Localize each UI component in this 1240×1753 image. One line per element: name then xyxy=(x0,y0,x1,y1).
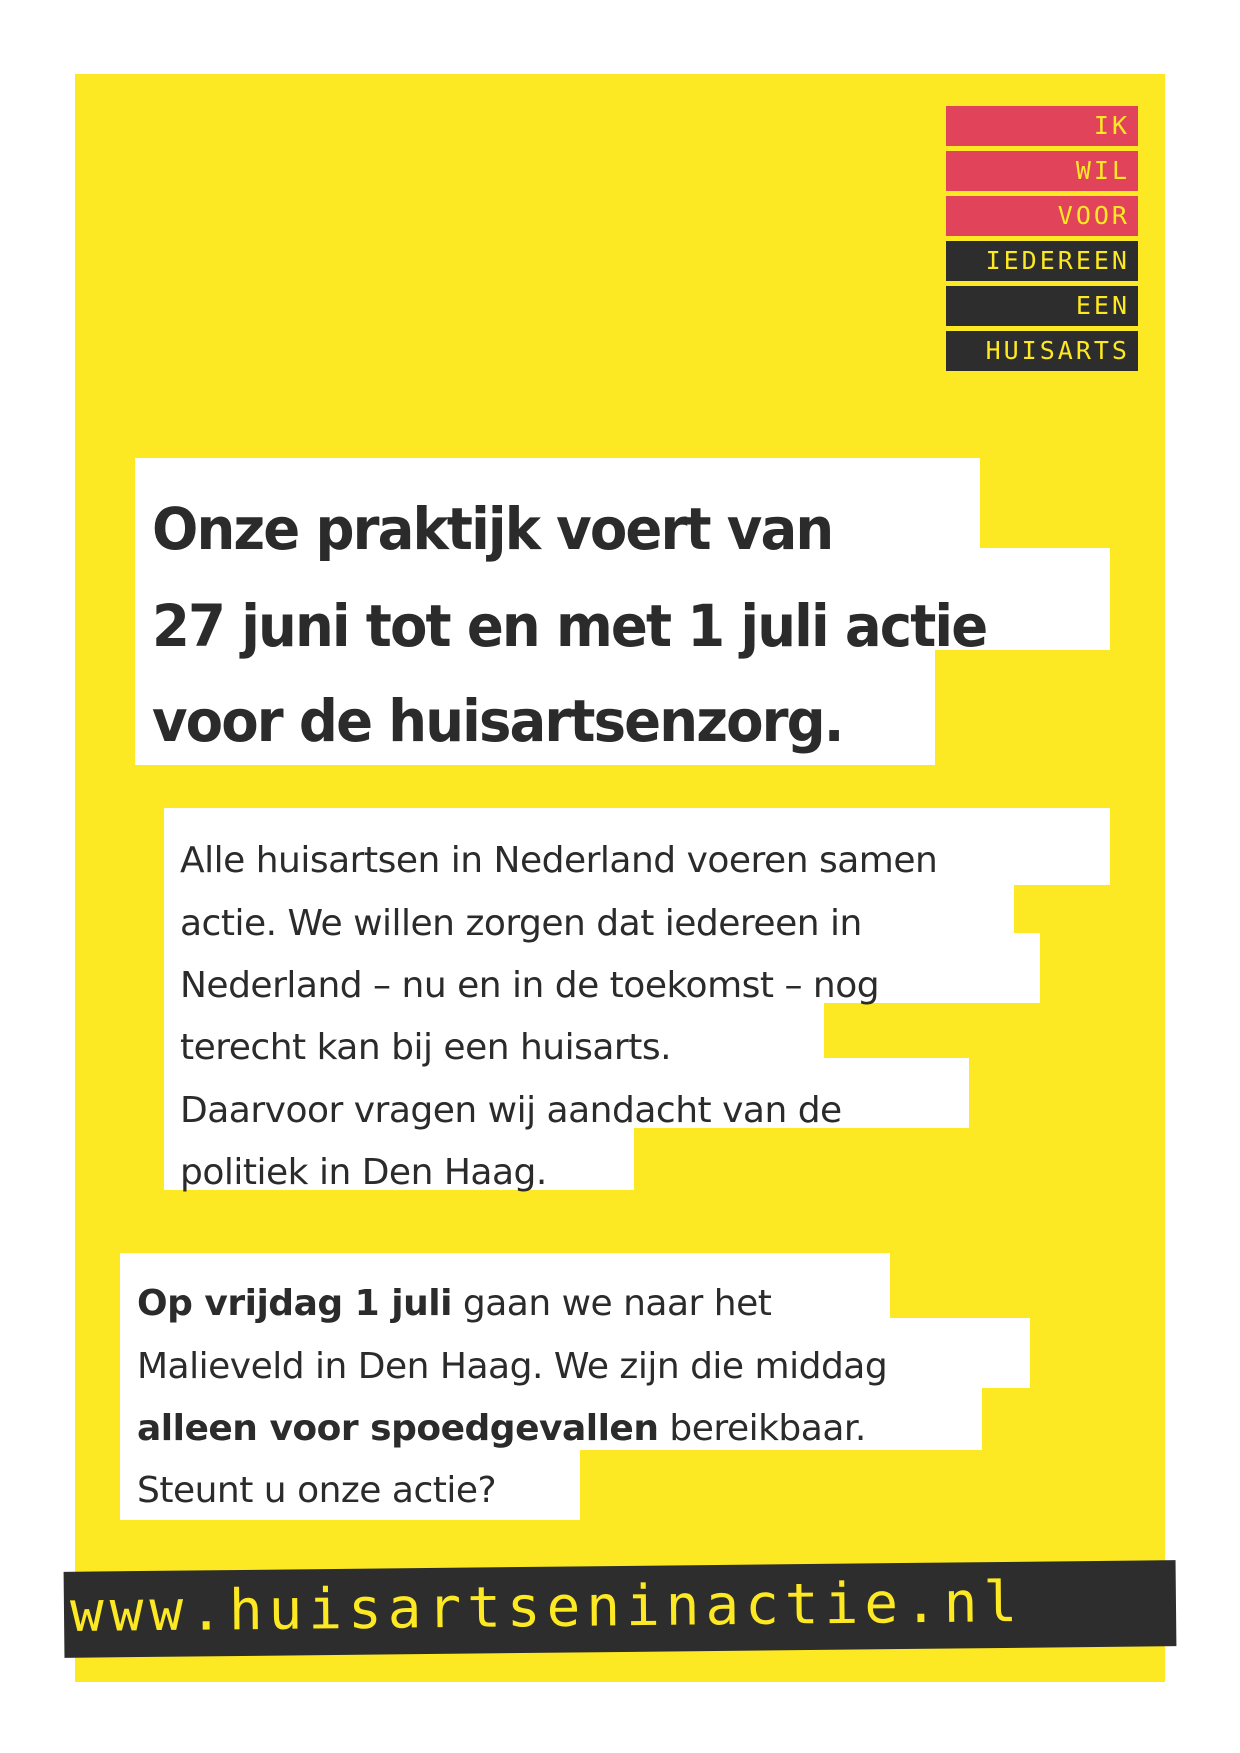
details-line-2: Malieveld in Den Haag. We zijn die middag xyxy=(137,1346,888,1387)
heading-line-1: Onze praktijk voert van xyxy=(152,495,833,563)
details-date-bold: Op vrijdag 1 juli xyxy=(137,1283,452,1324)
logo-line-2: WIL xyxy=(946,151,1138,191)
intro-line-6: politiek in Den Haag. xyxy=(180,1152,547,1193)
details-line-1 xyxy=(137,1283,771,1324)
logo-line-4: IEDEREEN xyxy=(946,241,1138,281)
heading-line-2: 27 juni tot en met 1 juli actie xyxy=(152,592,987,660)
intro-line-2: actie. We willen zorgen dat iedereen in xyxy=(180,903,862,944)
details-line-4: Steunt u onze actie? xyxy=(137,1470,497,1511)
logo-line-5: EEN xyxy=(946,286,1138,326)
intro-line-5: Daarvoor vragen wij aandacht van de xyxy=(180,1090,842,1131)
logo-line-6: HUISARTS xyxy=(946,331,1138,371)
details-emergency-bold: alleen voor spoedgevallen xyxy=(137,1408,659,1449)
logo-line-1: IK xyxy=(946,106,1138,146)
campaign-logo xyxy=(946,106,1138,376)
intro-line-3: Nederland – nu en in de toekomst – nog xyxy=(180,965,880,1006)
intro-line-1: Alle huisartsen in Nederland voeren samen xyxy=(180,840,938,881)
intro-line-4: terecht kan bij een huisarts. xyxy=(180,1027,672,1068)
details-line-3-rest: bereikbaar. xyxy=(658,1408,866,1449)
logo-line-3: VOOR xyxy=(946,196,1138,236)
details-line-1-rest: gaan we naar het xyxy=(451,1283,772,1324)
website-url[interactable]: www.huisartseninactie.nl xyxy=(69,1570,1024,1645)
details-line-3 xyxy=(137,1408,866,1449)
heading-line-3: voor de huisartsenzorg. xyxy=(152,687,843,755)
